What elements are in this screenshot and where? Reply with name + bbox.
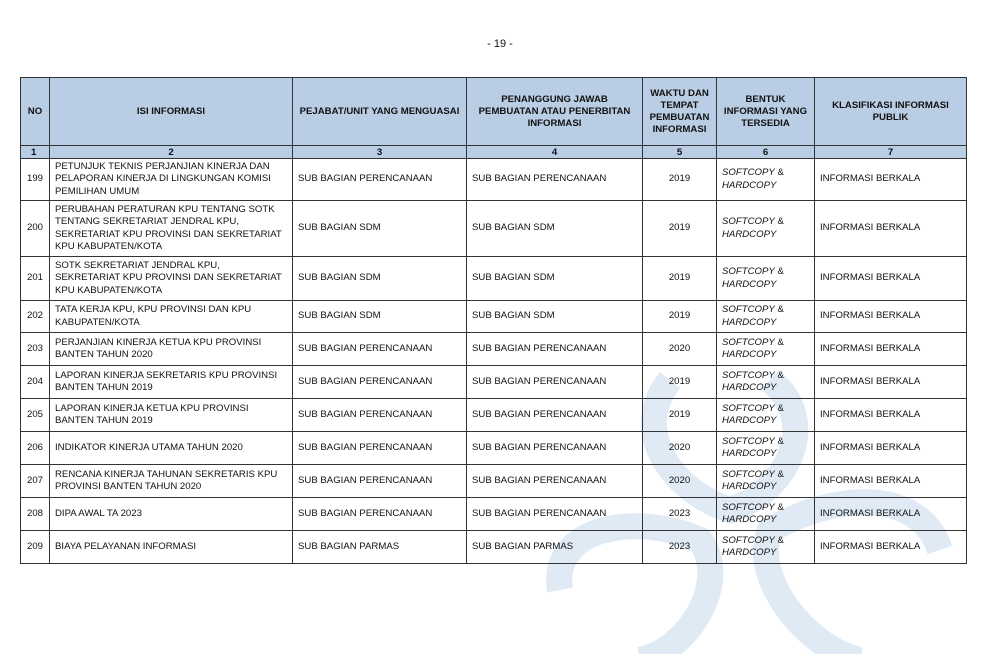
row-bentuk	[717, 498, 815, 531]
column-number: 3	[293, 146, 467, 159]
row-penanggung-jawab: SUB BAGIAN PERENCANAAN	[467, 465, 643, 498]
hardcopy-label: HARDCOPY	[722, 481, 777, 492]
row-pejabat: SUB BAGIAN SDM	[293, 301, 467, 333]
hardcopy-label: HARDCOPY	[722, 228, 777, 240]
row-isi-informasi: PETUNJUK TEKNIS PERJANJIAN KINERJA DAN PELAPORAN KINERJA DI LINGKUNGAN KOMISI PEMILIHAN UMUM	[50, 159, 293, 201]
row-penanggung-jawab: SUB BAGIAN PERENCANAAN	[467, 432, 643, 465]
row-klasifikasi: INFORMASI BERKALA	[815, 257, 967, 301]
row-number: 201	[21, 257, 50, 301]
row-pejabat: SUB BAGIAN PERENCANAAN	[293, 498, 467, 531]
row-isi-informasi: RENCANA KINERJA TAHUNAN SEKRETARIS KPU PROVINSI BANTEN TAHUN 2020	[50, 465, 293, 498]
hardcopy-label: HARDCOPY	[722, 514, 777, 525]
softcopy-label: SOFTCOPY	[722, 534, 775, 546]
table-row	[21, 399, 967, 432]
row-penanggung-jawab: SUB BAGIAN PERENCANAAN	[467, 498, 643, 531]
row-bentuk	[717, 366, 815, 399]
hardcopy-label: HARDCOPY	[722, 179, 777, 191]
row-waktu: 2019	[643, 159, 717, 201]
column-number: 2	[50, 146, 293, 159]
row-klasifikasi: INFORMASI BERKALA	[815, 201, 967, 257]
row-number: 199	[21, 159, 50, 201]
softcopy-label: SOFTCOPY	[722, 266, 775, 277]
row-waktu: 2020	[643, 465, 717, 498]
column-number: 6	[717, 146, 815, 159]
column-number-row	[21, 146, 967, 159]
row-number: 204	[21, 366, 50, 399]
row-pejabat: SUB BAGIAN PERENCANAAN	[293, 159, 467, 201]
softcopy-label: SOFTCOPY	[722, 216, 775, 227]
row-klasifikasi: INFORMASI BERKALA	[815, 498, 967, 531]
row-isi-informasi: PERUBAHAN PERATURAN KPU TENTANG SOTK TENTANG SEKRETARIAT JENDRAL KPU, SEKRETARIAT KPU PROVINSI DAN SEKRETARIAT KPU KABUPATEN/KOTA	[50, 201, 293, 257]
information-table	[20, 77, 967, 564]
row-penanggung-jawab: SUB BAGIAN SDM	[467, 301, 643, 333]
row-penanggung-jawab: SUB BAGIAN PERENCANAAN	[467, 366, 643, 399]
column-number: 1	[21, 146, 50, 159]
row-bentuk	[717, 201, 815, 257]
row-bentuk	[717, 531, 815, 564]
table-row	[21, 301, 967, 333]
row-number: 202	[21, 301, 50, 333]
hardcopy-label: HARDCOPY	[722, 382, 777, 393]
row-penanggung-jawab: SUB BAGIAN SDM	[467, 257, 643, 301]
header-penanggung-jawab: PENANGGUNG JAWAB PEMBUATAN ATAU PENERBITAN INFORMASI	[467, 78, 643, 146]
page-number: - 19 -	[487, 38, 513, 50]
column-number: 4	[467, 146, 643, 159]
row-bentuk	[717, 159, 815, 201]
row-isi-informasi: LAPORAN KINERJA KETUA KPU PROVINSI BANTEN TAHUN 2019	[50, 399, 293, 432]
column-number: 5	[643, 146, 717, 159]
table-row	[21, 159, 967, 201]
row-bentuk	[717, 333, 815, 366]
table-row	[21, 498, 967, 531]
hardcopy-label: HARDCOPY	[722, 415, 777, 426]
ampersand: &	[774, 216, 784, 227]
row-penanggung-jawab: SUB BAGIAN PERENCANAAN	[467, 333, 643, 366]
hardcopy-label: HARDCOPY	[722, 547, 777, 558]
ampersand: &	[774, 336, 784, 348]
row-penanggung-jawab: SUB BAGIAN SDM	[467, 201, 643, 257]
row-isi-informasi: BIAYA PELAYANAN INFORMASI	[50, 531, 293, 564]
row-isi-informasi: LAPORAN KINERJA SEKRETARIS KPU PROVINSI BANTEN TAHUN 2019	[50, 366, 293, 399]
header-bentuk: BENTUK INFORMASI YANG TERSEDIA	[717, 78, 815, 146]
row-bentuk	[717, 399, 815, 432]
ampersand: &	[774, 167, 784, 178]
softcopy-label: SOFTCOPY	[722, 336, 775, 348]
row-klasifikasi: INFORMASI BERKALA	[815, 399, 967, 432]
header-waktu: WAKTU DAN TEMPAT PEMBUATAN INFORMASI	[643, 78, 717, 146]
ampersand: &	[774, 402, 784, 414]
row-number: 205	[21, 399, 50, 432]
row-waktu: 2019	[643, 201, 717, 257]
softcopy-label: SOFTCOPY	[722, 167, 775, 178]
row-number: 208	[21, 498, 50, 531]
row-pejabat: SUB BAGIAN PERENCANAAN	[293, 399, 467, 432]
softcopy-label: SOFTCOPY	[722, 369, 775, 381]
row-bentuk	[717, 257, 815, 301]
table-header-row	[21, 78, 967, 146]
row-penanggung-jawab: SUB BAGIAN PERENCANAAN	[467, 159, 643, 201]
row-pejabat: SUB BAGIAN SDM	[293, 257, 467, 301]
table-row	[21, 531, 967, 564]
ampersand: &	[774, 435, 784, 447]
row-pejabat: SUB BAGIAN PARMAS	[293, 531, 467, 564]
hardcopy-label: HARDCOPY	[722, 278, 777, 290]
table-row	[21, 257, 967, 301]
row-pejabat: SUB BAGIAN PERENCANAAN	[293, 366, 467, 399]
ampersand: &	[774, 534, 784, 546]
table-row	[21, 465, 967, 498]
row-penanggung-jawab: SUB BAGIAN PARMAS	[467, 531, 643, 564]
table-row	[21, 333, 967, 366]
header-klasifikasi: KLASIFIKASI INFORMASI PUBLIK	[815, 78, 967, 146]
row-klasifikasi: INFORMASI BERKALA	[815, 432, 967, 465]
row-pejabat: SUB BAGIAN PERENCANAAN	[293, 465, 467, 498]
softcopy-label: SOFTCOPY	[722, 468, 775, 480]
row-waktu: 2020	[643, 432, 717, 465]
row-bentuk	[717, 465, 815, 498]
row-bentuk	[717, 301, 815, 333]
row-number: 200	[21, 201, 50, 257]
row-klasifikasi: INFORMASI BERKALA	[815, 333, 967, 366]
row-waktu: 2019	[643, 301, 717, 333]
row-bentuk	[717, 432, 815, 465]
row-klasifikasi: INFORMASI BERKALA	[815, 531, 967, 564]
table-row	[21, 201, 967, 257]
header-no: NO	[21, 78, 50, 146]
ampersand: &	[774, 266, 784, 277]
row-number: 207	[21, 465, 50, 498]
hardcopy-label: HARDCOPY	[722, 349, 777, 360]
softcopy-label: SOFTCOPY	[722, 304, 775, 315]
row-waktu: 2023	[643, 531, 717, 564]
ampersand: &	[774, 304, 784, 315]
row-pejabat: SUB BAGIAN PERENCANAAN	[293, 432, 467, 465]
row-isi-informasi: PERJANJIAN KINERJA KETUA KPU PROVINSI BANTEN TAHUN 2020	[50, 333, 293, 366]
row-isi-informasi: DIPA AWAL TA 2023	[50, 498, 293, 531]
softcopy-label: SOFTCOPY	[722, 501, 775, 513]
column-number: 7	[815, 146, 967, 159]
ampersand: &	[774, 369, 784, 381]
row-isi-informasi: SOTK SEKRETARIAT JENDRAL KPU, SEKRETARIAT KPU PROVINSI DAN SEKRETARIAT KPU KABUPATEN/KOTA	[50, 257, 293, 301]
row-number: 206	[21, 432, 50, 465]
header-isi-informasi: ISI INFORMASI	[50, 78, 293, 146]
row-klasifikasi: INFORMASI BERKALA	[815, 465, 967, 498]
hardcopy-label: HARDCOPY	[722, 448, 777, 459]
row-isi-informasi: TATA KERJA KPU, KPU PROVINSI DAN KPU KABUPATEN/KOTA	[50, 301, 293, 333]
row-waktu: 2019	[643, 257, 717, 301]
row-penanggung-jawab: SUB BAGIAN PERENCANAAN	[467, 399, 643, 432]
header-pejabat: PEJABAT/UNIT YANG MENGUASAI	[293, 78, 467, 146]
row-klasifikasi: INFORMASI BERKALA	[815, 159, 967, 201]
row-waktu: 2019	[643, 366, 717, 399]
row-waktu: 2023	[643, 498, 717, 531]
row-pejabat: SUB BAGIAN SDM	[293, 201, 467, 257]
row-waktu: 2019	[643, 399, 717, 432]
row-klasifikasi: INFORMASI BERKALA	[815, 366, 967, 399]
softcopy-label: SOFTCOPY	[722, 435, 775, 447]
row-number: 203	[21, 333, 50, 366]
hardcopy-label: HARDCOPY	[722, 316, 777, 328]
row-number: 209	[21, 531, 50, 564]
table-row	[21, 432, 967, 465]
row-waktu: 2020	[643, 333, 717, 366]
table-row	[21, 366, 967, 399]
row-isi-informasi: INDIKATOR KINERJA UTAMA TAHUN 2020	[50, 432, 293, 465]
ampersand: &	[774, 468, 784, 480]
row-pejabat: SUB BAGIAN PERENCANAAN	[293, 333, 467, 366]
softcopy-label: SOFTCOPY	[722, 402, 775, 414]
ampersand: &	[774, 501, 784, 513]
row-klasifikasi: INFORMASI BERKALA	[815, 301, 967, 333]
